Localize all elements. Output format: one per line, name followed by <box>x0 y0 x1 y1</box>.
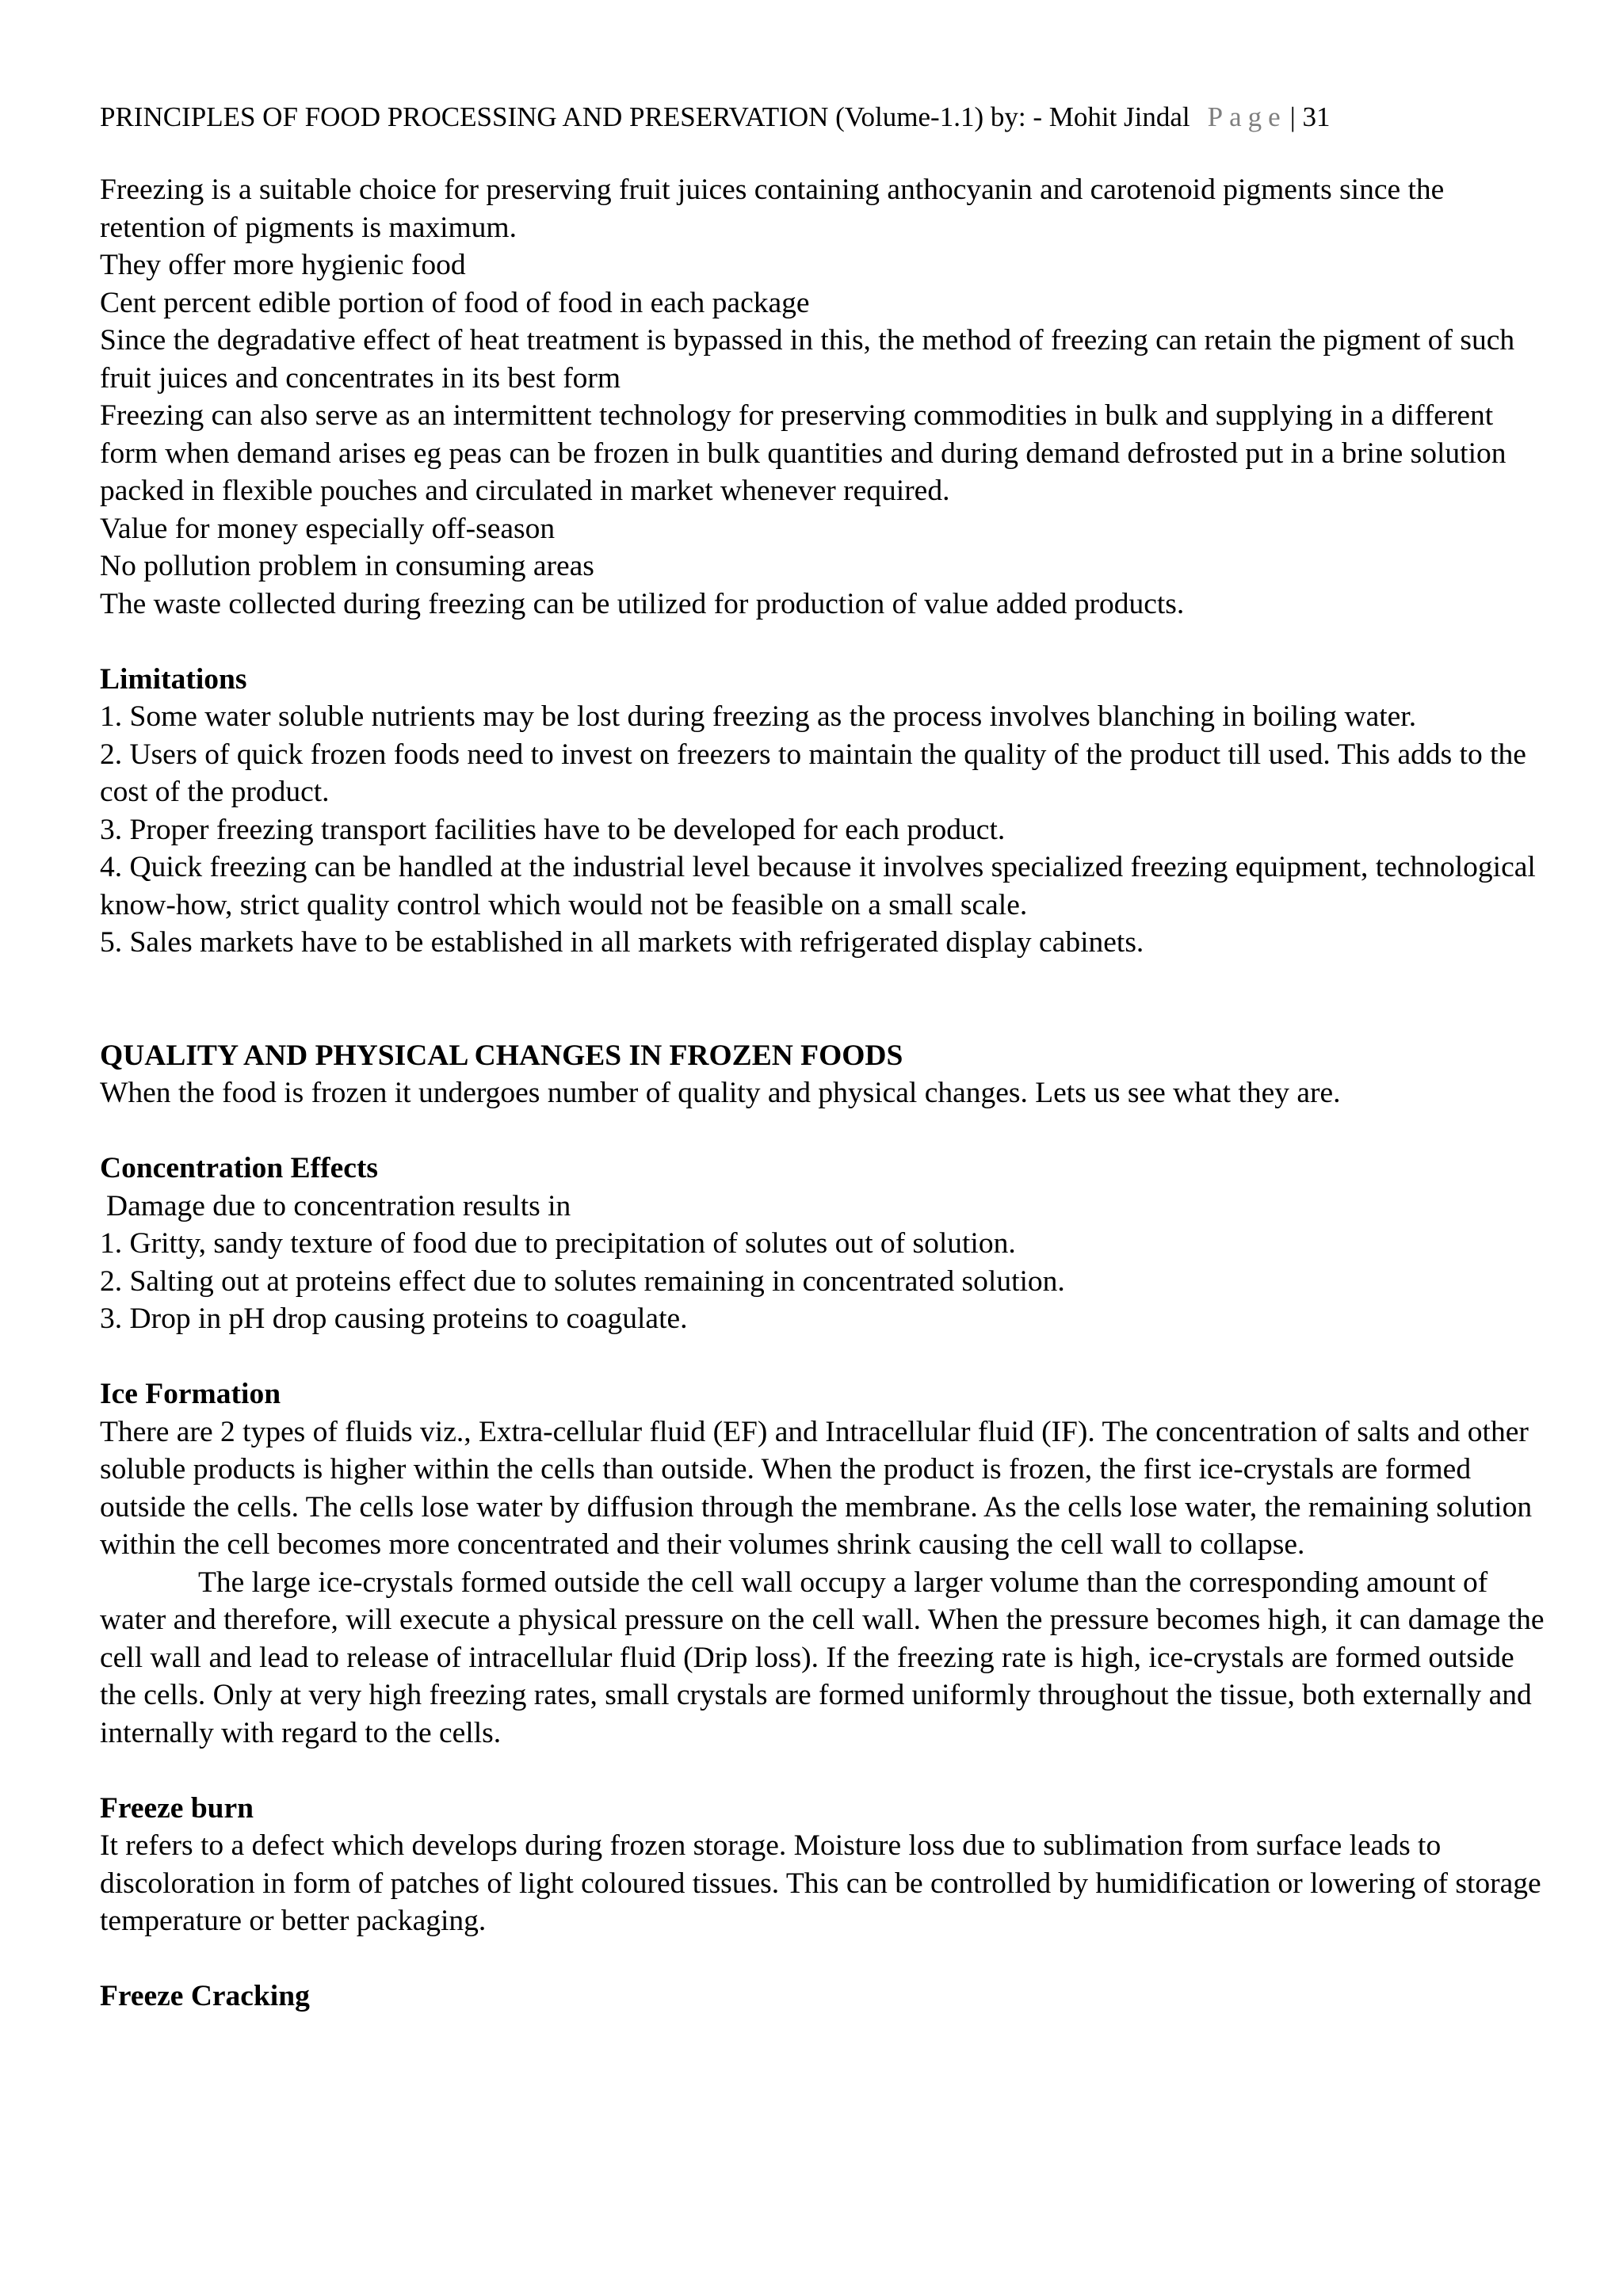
advantage-item: Cent percent edible portion of food of food in each package <box>100 286 810 319</box>
freeze-cracking-heading: Freeze Cracking <box>100 1980 310 2012</box>
limitation-item: 1. Some water soluble nutrients may be lost during freezing as the process involves blanching in boiling water. <box>100 700 1417 733</box>
document-body <box>100 171 1550 2016</box>
concentration-intro: Damage due to concentration results in <box>106 1189 571 1222</box>
limitations-heading: Limitations <box>100 662 247 696</box>
quality-heading: QUALITY AND PHYSICAL CHANGES IN FROZEN FOODS <box>100 1039 903 1072</box>
limitation-item: 3. Proper freezing transport facilities have to be developed for each product. <box>100 813 1006 846</box>
advantage-item: The waste collected during freezing can be utilized for production of value added products. <box>100 587 1185 620</box>
limitation-item: 2. Users of quick frozen foods need to invest on freezers to maintain the quality of the product till used. This adds to the cost of the product. <box>100 738 1526 808</box>
advantage-item: Freezing can also serve as an intermittent technology for preserving commodities in bulk and supplying in a different form when demand arises eg peas can be frozen in bulk quantities and during demand defrosted put in a brine solution packed in flexible pouches and circulated in market whenever required. <box>100 399 1507 507</box>
concentration-item: 3. Drop in pH drop causing proteins to coagulate. <box>100 1302 688 1335</box>
limitation-item: 5. Sales markets have to be established in all markets with refrigerated display cabinets. <box>100 926 1144 959</box>
concentration-item: 2. Salting out at proteins effect due to solutes remaining in concentrated solution. <box>100 1264 1065 1298</box>
freeze-burn-paragraph: It refers to a defect which develops during frozen storage. Moisture loss due to sublimation from surface leads to discoloration in form of patches of light coloured tissues. This can be controlled by humidification or lowering of storage temperature or better packaging. <box>100 1829 1541 1937</box>
freeze-burn-heading: Freeze burn <box>100 1791 254 1825</box>
ice-formation-heading: Ice Formation <box>100 1378 281 1410</box>
running-title: PRINCIPLES OF FOOD PROCESSING AND PRESERVATION (Volume-1.1) by: - Mohit Jindal <box>100 101 1190 132</box>
page-number: 31 <box>1302 101 1331 132</box>
ice-formation-paragraph: The large ice-crystals formed outside the cell wall occupy a larger volume than the corresponding amount of water and therefore, will execute a physical pressure on the cell wall. When the pressure becomes high, it can damage the cell wall and lead to release of intracellular fluid (Drip loss). If the freezing rate is high, ice-crystals are formed outside the cells. Only at very high freezing rates, small crystals are formed uniformly throughout the tissue, both externally and internally with regard to the cells. <box>100 1566 1545 1749</box>
advantage-item: No pollution problem in consuming areas <box>100 550 594 582</box>
quality-intro: When the food is frozen it undergoes number of quality and physical changes. Lets us see what they are. <box>100 1077 1341 1109</box>
advantage-item: Value for money especially off-season <box>100 512 556 545</box>
advantage-item: They offer more hygienic food <box>100 249 466 281</box>
page-label: Page <box>1207 101 1287 132</box>
concentration-item: 1. Gritty, sandy texture of food due to precipitation of solutes out of solution. <box>100 1227 1016 1260</box>
advantage-item: Since the degradative effect of heat treatment is bypassed in this, the method of freezing can retain the pigment of such fruit juices and concentrates in its best form <box>100 324 1515 395</box>
advantage-item: Freezing is a suitable choice for preserving fruit juices containing anthocyanin and carotenoid pigments since the retention of pigments is maximum. <box>100 174 1445 244</box>
page-header <box>100 100 1526 135</box>
concentration-heading: Concentration Effects <box>100 1152 378 1184</box>
page-separator: | <box>1289 101 1296 132</box>
limitation-item: 4. Quick freezing can be handled at the industrial level because it involves specialized freezing equipment, technological know-how, strict quality control which would not be feasible on a small scale. <box>100 851 1536 921</box>
ice-formation-paragraph: There are 2 types of fluids viz., Extra-cellular fluid (EF) and Intracellular fluid (IF). The concentration of salts and other soluble products is higher within the cells than outside. When the product is frozen, the first ice-crystals are formed outside the cells. The cells lose water by diffusion through the membrane. As the cells lose water, the remaining solution within the cell becomes more concentrated and their volumes shrink causing the cell wall to collapse. <box>100 1415 1533 1561</box>
